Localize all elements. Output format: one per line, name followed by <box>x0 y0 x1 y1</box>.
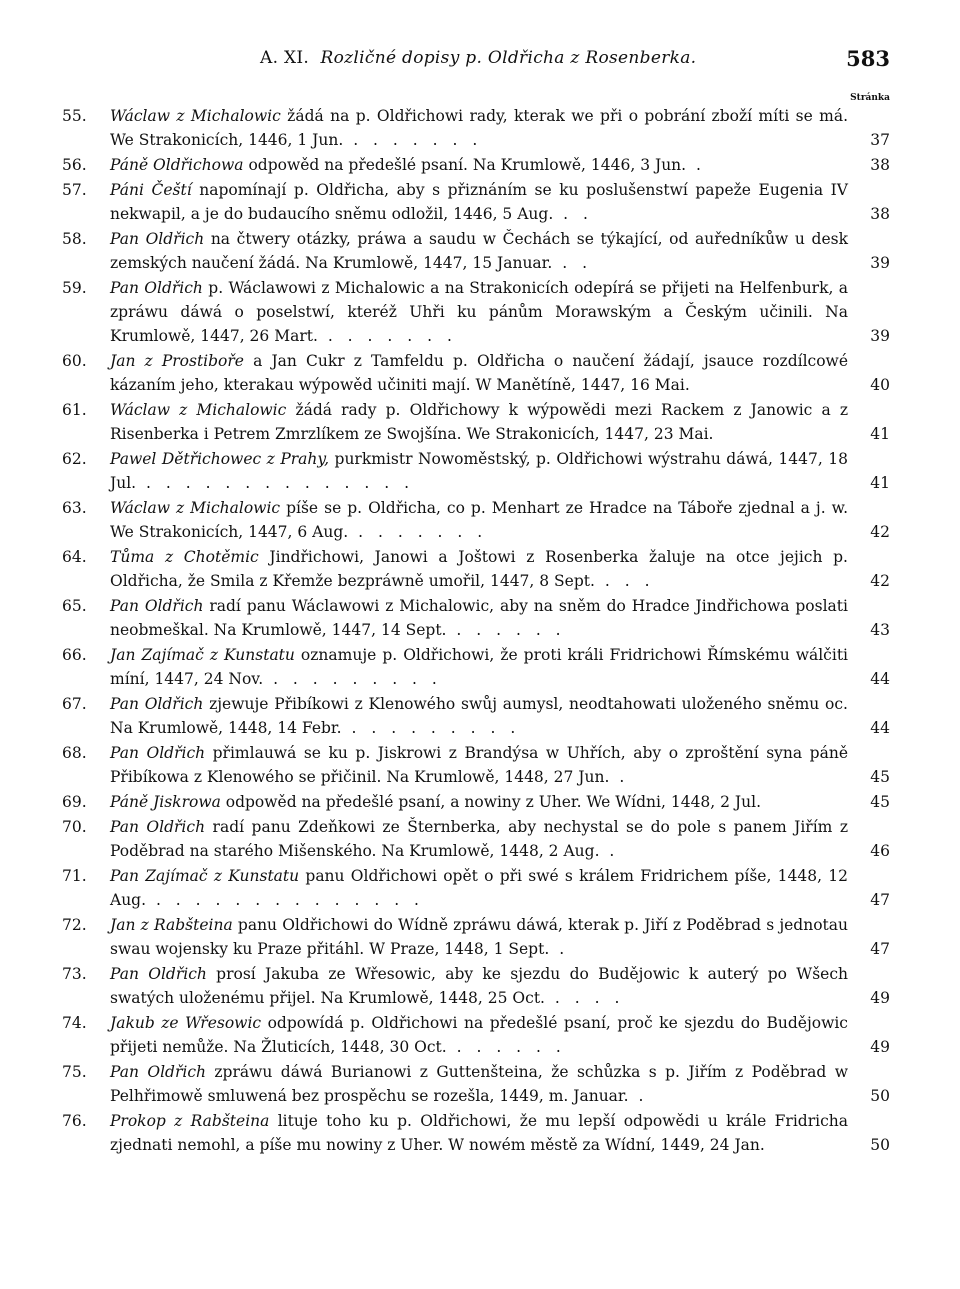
entry-number: 66. <box>62 646 87 664</box>
entry-description: panu Oldřichowi opět o při swé s králem Fridrichem píše, 1448, 12 Aug. <box>110 867 848 909</box>
list-item <box>62 227 896 275</box>
entry-page-number: 44 <box>870 719 890 737</box>
entry-name: Wáclaw z Michalowic <box>110 499 281 517</box>
entry-name: Jan Zajímač z Kunstatu <box>110 646 295 664</box>
entry-name: Jan z Rabšteina <box>110 916 233 934</box>
entry-name: Jakub ze Wřesowic <box>110 1014 262 1032</box>
list-item <box>62 643 896 691</box>
entry-page-number: 43 <box>870 621 890 639</box>
entry-text <box>110 276 848 348</box>
entry-description: odpowídá p. Oldřichowi na předešlé psaní, proč ke sjezdu do Budějowic přijeti nemůže. Na Žluticích, 1448, 30 Oct. <box>110 1014 848 1056</box>
leader-dots: . <box>628 1087 649 1105</box>
entry-text <box>110 790 848 814</box>
leader-dots: . . . . . . . . . . . . . . <box>136 474 415 492</box>
entry-page-number: 45 <box>870 768 890 786</box>
entry-number: 56. <box>62 156 87 174</box>
entry-number: 64. <box>62 548 87 566</box>
entry-text <box>110 1060 848 1108</box>
entry-page-number: 40 <box>870 376 890 394</box>
entry-name: Pan Oldřich <box>110 1063 206 1081</box>
leader-dots: . <box>686 156 706 174</box>
entry-name: Wáclaw z Michalowic <box>110 107 281 125</box>
entry-text <box>110 153 848 177</box>
entry-name: Pan Zajímač z Kunstatu <box>110 867 300 885</box>
entry-page-number: 47 <box>870 891 890 909</box>
entry-number: 73. <box>62 965 87 983</box>
entry-number: 60. <box>62 352 87 370</box>
entry-page-number: 41 <box>870 425 890 443</box>
list-item <box>62 1011 896 1059</box>
list-item <box>62 815 896 863</box>
entry-number: 71. <box>62 867 87 885</box>
entry-description: lituje toho ku p. Oldřichowi, že mu lepší odpowědi u krále Fridricha zjednati nemohl, a píše mu nowiny z Uher. W nowém městě za Wídní, 1449, 24 Jan. <box>110 1112 848 1154</box>
entry-page-number: 38 <box>870 156 890 174</box>
entry-list <box>62 104 896 1158</box>
running-title: Rozličné dopisy p. Oldřicha z Rosenberka. <box>320 48 697 68</box>
entry-number: 59. <box>62 279 87 297</box>
list-item <box>62 545 896 593</box>
leader-dots: . . . <box>594 572 655 590</box>
list-item <box>62 349 896 397</box>
entry-description: Jindřichowi, Janowi a Joštowi z Rosenberka žaluje na otce jejich p. Oldřicha, že Smila z Křemže bezpráwně umořil, 1447, 8 Sept. <box>110 548 848 590</box>
entry-number: 67. <box>62 695 87 713</box>
entry-description: p. Wáclawowi z Michalowic a na Strakonicích odepírá se přijeti na Helfenburk, a zpráwu dáwá o poselstwí, kteréž Uhři ku pánům Morawským a Českým učinili. Na Krumlowě, 1447, 26 Mart. <box>110 279 848 345</box>
running-head <box>260 48 696 68</box>
leader-dots: . <box>549 940 570 958</box>
entry-name: Prokop z Rabšteina <box>110 1112 270 1130</box>
entry-name: Wáclaw z Michalowic <box>110 401 287 419</box>
entry-page-number: 39 <box>870 254 890 272</box>
entry-number: 55. <box>62 107 87 125</box>
entry-number: 70. <box>62 818 87 836</box>
entry-text <box>110 496 848 544</box>
list-item <box>62 594 896 642</box>
entry-text <box>110 178 848 226</box>
leader-dots: . . . . . . . . . <box>341 719 521 737</box>
list-item <box>62 153 896 177</box>
entry-description: na čtwery otázky, práwa a saudu w Čechách se týkající, od auředníkůw u desk zemských naučení žádá. Na Krumlowě, 1447, 15 Januar. <box>110 230 848 272</box>
leader-dots: . . . . . . . <box>348 523 488 541</box>
entry-description: žádá na p. Oldřichowi rady, kterak we při o pobrání zboží míti se má. We Strakonicích, 1446, 1 Jun. <box>110 107 848 149</box>
entry-number: 72. <box>62 916 87 934</box>
entry-number: 61. <box>62 401 87 419</box>
entry-name: Páni Čeští <box>110 181 192 199</box>
entry-description: purkmistr Nowoměstský, p. Oldřichowi wýstrahu dáwá, 1447, 18 Jul. <box>110 450 848 492</box>
page-number: 583 <box>846 46 890 71</box>
entry-name: Pan Oldřich <box>110 279 203 297</box>
entry-page-number: 41 <box>870 474 890 492</box>
entry-page-number: 50 <box>870 1136 890 1154</box>
list-item <box>62 1109 896 1157</box>
entry-name: Pan Oldřich <box>110 597 204 615</box>
leader-dots: . . <box>553 205 593 223</box>
entry-text <box>110 962 848 1010</box>
list-item <box>62 864 896 912</box>
entry-name: Pan Oldřich <box>110 695 204 713</box>
list-item <box>62 447 896 495</box>
leader-dots: . <box>599 842 620 860</box>
entry-description: a Jan Cukr z Tamfeldu p. Oldřicha o naučení žádají, jsauce rozdílcowé kázaním jeho, kterakau wýpowěd učiniti mají. W Manětíně, 1447, 16 Mai. <box>110 352 848 394</box>
entry-page-number: 42 <box>870 572 890 590</box>
leader-dots: . . . . . . . <box>317 327 457 345</box>
entry-number: 62. <box>62 450 87 468</box>
entry-description: oznamuje p. Oldřichowi, že proti králi Fridrichowi Římskému wálčiti míní, 1447, 24 Nov. <box>110 646 849 688</box>
leader-dots: . . . . <box>544 989 625 1007</box>
page-header <box>100 48 890 78</box>
entry-description: přimlauwá se ku p. Jiskrowi z Brandýsa w Uhřích, aby o zproštění syna páně Přibíkowa z Klenowého se přičinil. Na Krumlowě, 1448, 27 Jun. <box>110 744 848 786</box>
list-item <box>62 178 896 226</box>
entry-page-number: 37 <box>870 131 890 149</box>
list-item <box>62 398 896 446</box>
entry-text <box>110 643 848 691</box>
entry-page-number: 38 <box>870 205 890 223</box>
entry-description: zpráwu dáwá Burianowi z Guttenšteina, že schůzka s p. Jiřím z Poděbrad w Pelhřimowě smluwená bez prospěchu se rozešla, 1449, m. Januar. <box>110 1063 848 1105</box>
entry-name: Jan z Prostiboře <box>110 352 244 370</box>
entry-text <box>110 692 848 740</box>
list-item <box>62 741 896 789</box>
entry-text <box>110 594 848 642</box>
entry-text <box>110 349 848 397</box>
entry-page-number: 44 <box>870 670 890 688</box>
entry-description: radí panu Wáclawowi z Michalowic, aby na sněm do Hradce Jindřichowa poslati neobmeškal. Na Krumlowě, 1447, 14 Sept. <box>110 597 848 639</box>
entry-page-number: 45 <box>870 793 890 811</box>
entry-name: Pawel Dětřichowec z Prahy, <box>110 450 330 468</box>
list-item <box>62 962 896 1010</box>
entry-text <box>110 1109 848 1157</box>
entry-page-number: 42 <box>870 523 890 541</box>
entry-description: panu Oldřichowi do Wídně zpráwu dáwá, kterak p. Jiří z Poděbrad s jednotau swau wojensky ku Praze přitáhl. W Praze, 1448, 1 Sept. <box>110 916 848 958</box>
entry-description: napomínají p. Oldřicha, aby s přiznáním se ku poslušenstwí papeže Eugenia IV nekwapil, a je do budaucího sněmu odložil, 1446, 5 Aug. <box>110 181 848 223</box>
leader-dots: . . . . . . . <box>343 131 483 149</box>
entry-text <box>110 913 848 961</box>
entry-number: 76. <box>62 1112 87 1130</box>
entry-page-number: 39 <box>870 327 890 345</box>
entry-text <box>110 104 848 152</box>
entry-name: Pan Oldřich <box>110 744 206 762</box>
leader-dots: . . . . . . <box>446 621 566 639</box>
entry-name: Pan Oldřich <box>110 818 206 836</box>
leader-dots: . <box>609 768 630 786</box>
entry-page-number: 50 <box>870 1087 890 1105</box>
entry-page-number: 47 <box>870 940 890 958</box>
list-item <box>62 104 896 152</box>
entry-number: 65. <box>62 597 87 615</box>
column-label: Stránka <box>850 93 890 103</box>
list-item <box>62 276 896 348</box>
entry-description: radí panu Zdeňkowi ze Šternberka, aby nechystal se do pole s panem Jiřím z Poděbrad na starého Mišenského. Na Krumlowě, 1448, 2 Aug. <box>110 818 848 860</box>
entry-name: Páně Oldřichowa <box>110 156 244 174</box>
entry-description: píše se p. Oldřicha, co p. Menhart ze Hradce na Táboře zjednal a j. w. We Strakonicích, 1447, 6 Aug. <box>110 499 849 541</box>
entry-name: Pan Oldřich <box>110 230 205 248</box>
list-item <box>62 496 896 544</box>
entry-text <box>110 227 848 275</box>
section-label: A. XI. <box>260 48 310 68</box>
leader-dots: . . <box>552 254 593 272</box>
list-item <box>62 913 896 961</box>
entry-number: 75. <box>62 1063 87 1081</box>
entry-text <box>110 815 848 863</box>
entry-text <box>110 864 848 912</box>
entry-number: 74. <box>62 1014 87 1032</box>
entry-number: 63. <box>62 499 87 517</box>
entry-name: Tůma z Chotěmic <box>110 548 259 566</box>
entry-description: prosí Jakuba ze Wřesowic, aby ke sjezdu do Budějowic k auterý po Wšech swatých uloženému přijel. Na Krumlowě, 1448, 25 Oct. <box>110 965 848 1007</box>
entry-number: 57. <box>62 181 87 199</box>
entry-name: Páně Jiskrowa <box>110 793 221 811</box>
entry-text <box>110 447 848 495</box>
entry-description: odpowěd na předešlé psaní. Na Krumlowě, 1446, 3 Jun. <box>243 156 687 174</box>
entry-description: odpowěd na předešlé psaní, a nowiny z Uher. We Wídni, 1448, 2 Jul. <box>220 793 762 811</box>
entry-description: žádá rady p. Oldřichowy k wýpowědi mezi Rackem z Janowic a z Risenberka i Petrem Zmrzlíkem ze Swojšína. We Strakonicích, 1447, 23 Mai. <box>110 401 849 443</box>
entry-page-number: 49 <box>870 989 890 1007</box>
entry-number: 68. <box>62 744 87 762</box>
list-item <box>62 692 896 740</box>
leader-dots: . . . . . . . . . . . . . . <box>146 891 424 909</box>
entry-text <box>110 1011 848 1059</box>
entry-text <box>110 545 848 593</box>
entry-number: 58. <box>62 230 87 248</box>
entry-page-number: 46 <box>870 842 890 860</box>
entry-page-number: 49 <box>870 1038 890 1056</box>
list-item <box>62 790 896 814</box>
entry-description: zjewuje Přibíkowi z Klenowého swůj aumysl, neodtahowati uloženého sněmu oc. Na Krumlowě, 1448, 14 Febr. <box>110 695 848 737</box>
entry-text <box>110 741 848 789</box>
leader-dots: . . . . . . . . . <box>263 670 442 688</box>
entry-name: Pan Oldřich <box>110 965 207 983</box>
entry-text <box>110 398 848 446</box>
leader-dots: . . . . . . <box>446 1038 566 1056</box>
list-item <box>62 1060 896 1108</box>
entry-number: 69. <box>62 793 87 811</box>
